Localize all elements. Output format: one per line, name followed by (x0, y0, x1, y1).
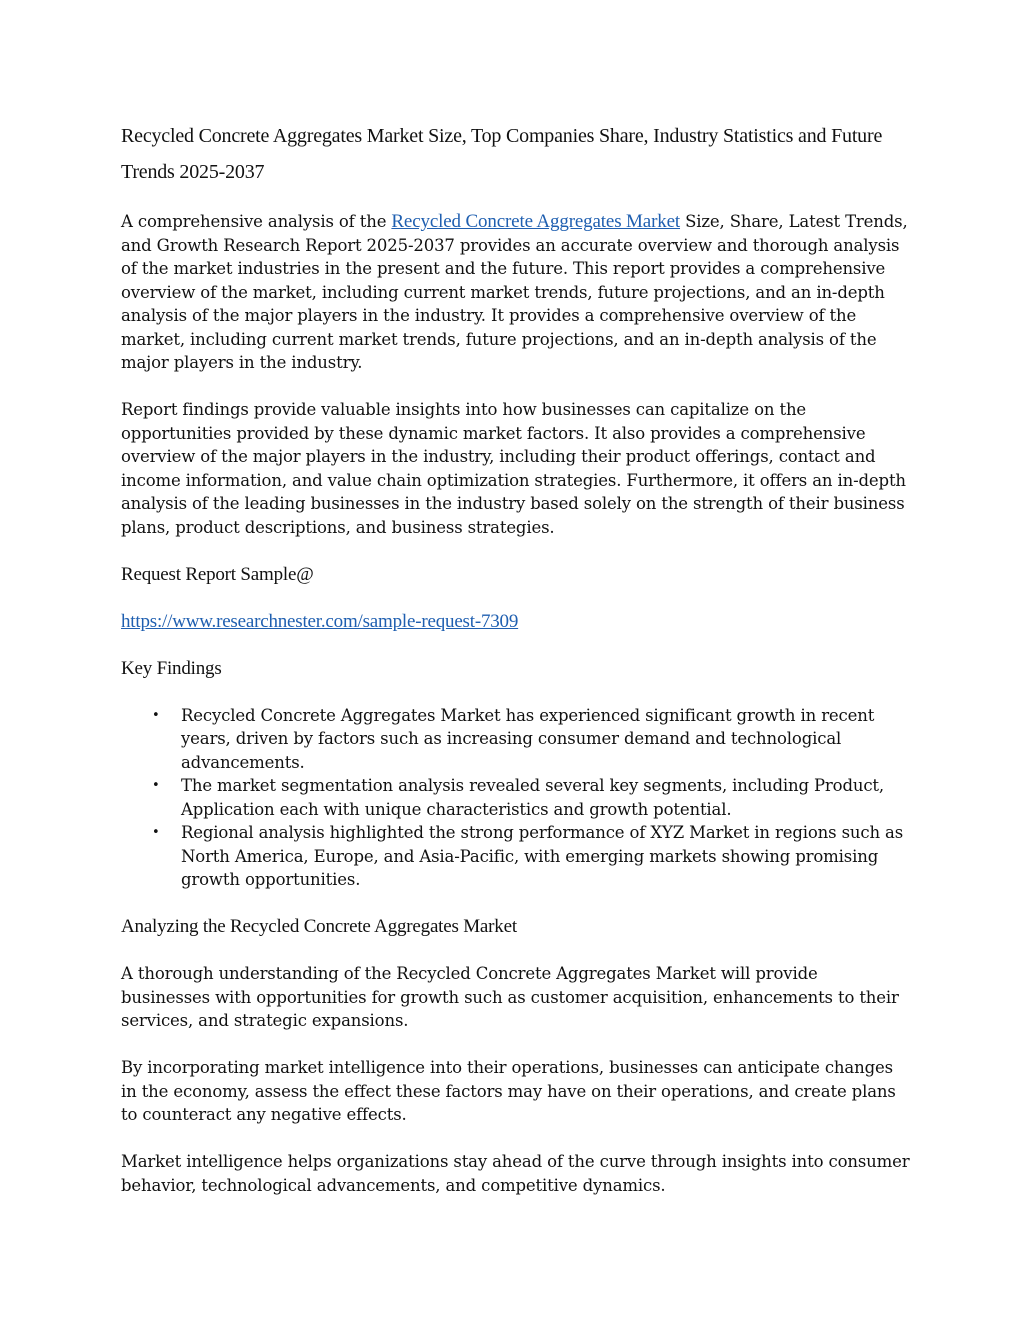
bullet-icon: • (152, 825, 160, 840)
bullet-icon: • (152, 707, 160, 723)
intro-text-after-link: Size, Share, Latest Trends, and Growth Research Report 2025-2037 provides an accurate overview and thorough analysis of the market industries in the present and the future. This report provides a comprehensive overview of the market, including current market trends, future projections, and an in-depth analysis of the major players in the industry. It provides a comprehensive overview of the market, including current market trends, future projections, and an in-depth analysis of the major players in the industry. (121, 212, 908, 372)
findings-paragraph: Report findings provide valuable insights into how businesses can capitalize on the opportunities provided by these dynamic market factors. It also provides a comprehensive overview of the major players in the industry, including their product offerings, contact and income information, and value chain optimization strategies. Furthermore, it offers an in-depth analysis of the leading businesses in the industry based solely on the strength of their business plans, product descriptions, and business strategies. (121, 400, 906, 537)
bullet-icon: • (152, 778, 160, 793)
analysis-paragraph: Market intelligence helps organizations stay ahead of the curve through insights into consumer behavior, technological advancements, and competitive dynamics. (121, 1152, 910, 1195)
list-item-text: Recycled Concrete Aggregates Market has experienced significant growth in recent years, driven by factors such as increasing consumer demand and technological advancements. (181, 705, 875, 772)
list-item-text: The market segmentation analysis revealed several key segments, including Product, Application each with unique characteristics and growth potential. (181, 776, 885, 819)
request-sample-label: Request Report Sample@ (121, 563, 314, 585)
list-item (121, 821, 911, 892)
intro-text-before-link: A comprehensive analysis of the (121, 212, 392, 231)
document-title: Recycled Concrete Aggregates Market Size, Top Companies Share, Industry Statistics and Future Trends 2025-2037 (121, 125, 883, 183)
analysis-heading: Analyzing the Recycled Concrete Aggregates Market (121, 916, 517, 937)
list-item (121, 774, 911, 821)
intro-paragraph (121, 210, 911, 375)
analysis-paragraph: A thorough understanding of the Recycled Concrete Aggregates Market will provide businesses with opportunities for growth such as customer acquisition, enhancements to their services, and strategic expansions. (121, 964, 899, 1030)
list-item-text: Regional analysis highlighted the strong performance of XYZ Market in regions such as North America, Europe, and Asia-Pacific, with emerging markets showing promising growth opportunities. (181, 823, 904, 889)
key-findings-heading: Key Findings (121, 657, 222, 679)
sample-request-link[interactable]: https://www.researchnester.com/sample-request-7309 (121, 610, 519, 632)
list-item (121, 704, 911, 775)
key-findings-list (121, 704, 911, 892)
analysis-paragraph: By incorporating market intelligence into their operations, businesses can anticipate changes in the economy, assess the effect these factors may have on their operations, and create plans to counteract any negative effects. (121, 1058, 896, 1124)
sample-url-line (121, 610, 911, 634)
market-report-link[interactable]: Recycled Concrete Aggregates Market (391, 211, 681, 232)
document-page (121, 118, 911, 1221)
